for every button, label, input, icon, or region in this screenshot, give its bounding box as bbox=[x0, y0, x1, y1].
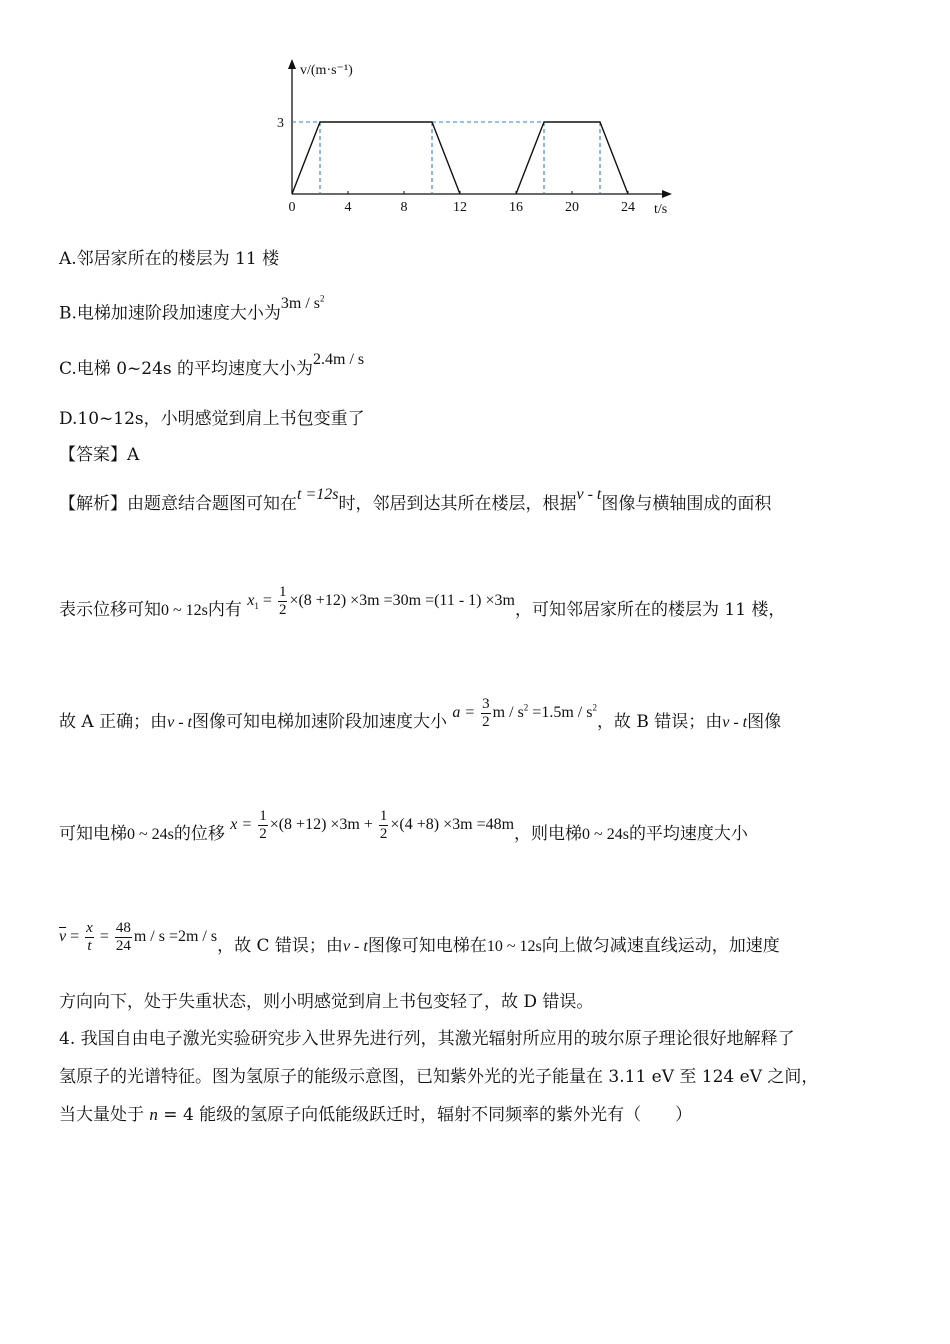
chart-series bbox=[292, 122, 628, 194]
x-tick-label: 0 bbox=[288, 200, 296, 215]
x-tick-label: 8 bbox=[400, 200, 408, 215]
question4-line-2: 氢原子的光谱特征。图为氢原子的能级示意图，已知紫外光的光子能量在 3.11 eV 至 124 eV 之间， bbox=[59, 1067, 819, 1087]
y-axis-arrow bbox=[288, 59, 296, 69]
x-tick-label: 16 bbox=[509, 200, 523, 215]
question4-line-3: 当大量处于 n = 4 能级的氢原子向低能级跃迁时，辐射不同频率的紫外光有（ ） bbox=[59, 1105, 693, 1125]
option-b bbox=[59, 294, 325, 325]
average-velocity-formula: $\overline{v}$ = $\frac{x}{t}$ = $\frac{48}{24}$ m / s =2m / s bbox=[59, 920, 218, 954]
x-axis-label: t/s bbox=[654, 202, 668, 217]
x-axis-arrow bbox=[662, 190, 672, 198]
option-b-text: B.电梯加速阶段加速度大小为 bbox=[59, 303, 281, 324]
x-tick-label: 12 bbox=[453, 200, 467, 215]
chart-axes bbox=[288, 59, 672, 198]
velocity-time-chart bbox=[270, 55, 680, 225]
y-axis-label: v/(m·s⁻¹) bbox=[300, 63, 353, 78]
x-tick-label: 4 bbox=[344, 200, 352, 215]
answer: 【答案】A bbox=[59, 445, 140, 465]
option-b-formula: $3m / s^2$ bbox=[280, 294, 325, 313]
option-a: A.邻居家所在的楼层为 11 楼 bbox=[59, 249, 280, 269]
analysis-line-2: 表示位移可知0 ~ 12s内有 $x_1$ = $\frac{1}{2}$ ×(8 +12) ×3m =30m =(11 - 1) ×3m，可知邻居家所在的楼层为 11 楼， bbox=[59, 584, 786, 621]
option-c-formula: 2.4m / s bbox=[313, 351, 365, 368]
analysis-line-3: 故 A 正确；由v - t图像可知电梯加速阶段加速度大小 a = $\frac{3}{2}$ $m / s^2 =1.5m / s^2$，故 B 错误；由v - t图像 bbox=[59, 696, 782, 733]
y-tick-label: 3 bbox=[277, 116, 284, 131]
x-tick-label: 20 bbox=[565, 200, 579, 215]
option-c bbox=[59, 351, 365, 381]
option-c-text: C.电梯 0~24s 的平均速度大小为 bbox=[59, 359, 314, 379]
analysis-line-4: 可知电梯0 ~ 24s的位移 x = $\frac{1}{2}$ ×(8 +12) ×3m + $\frac{1}{2}$ ×(4 +8) ×3m =48m，则电梯0 ~ 24s的平均速度大小 bbox=[59, 808, 748, 845]
question4-line-1: 4. 我国自由电子激光实验研究步入世界先进行列，其激光辐射所应用的玻尔原子理论很好地解释了 bbox=[59, 1029, 795, 1049]
displacement-formula: $x_1$ = $\frac{1}{2}$ ×(8 +12) ×3m =30m =(11 - 1) ×3m bbox=[247, 584, 515, 618]
series-line bbox=[516, 122, 628, 194]
tick-labels bbox=[277, 116, 635, 215]
series-line bbox=[292, 122, 460, 194]
acceleration-formula: a = $\frac{3}{2}$ $m / s^2 =1.5m / s^2$ bbox=[452, 696, 597, 730]
analysis-line-6: 方向向下，处于失重状态，则小明感觉到肩上书包变轻了，故 D 错误。 bbox=[59, 992, 594, 1012]
analysis-line-1: 【解析】由题意结合题图可知在t =12s时，邻居到达其所在楼层，根据v - t图像与横轴围成的面积 bbox=[59, 486, 772, 514]
analysis-line-5: $\overline{v}$ = $\frac{x}{t}$ = $\frac{48}{24}$ m / s =2m / s，故 C 错误；由v - t图像可知电梯在10 ~ 12s向上做匀减速直线运动，加速度 bbox=[59, 920, 780, 957]
x-tick-label: 24 bbox=[621, 200, 635, 215]
option-d: D.10~12s，小明感觉到肩上书包变重了 bbox=[59, 409, 365, 429]
total-displacement-formula: x = $\frac{1}{2}$ ×(8 +12) ×3m + $\frac{1}{2}$ ×(4 +8) ×3m =48m bbox=[230, 808, 515, 842]
